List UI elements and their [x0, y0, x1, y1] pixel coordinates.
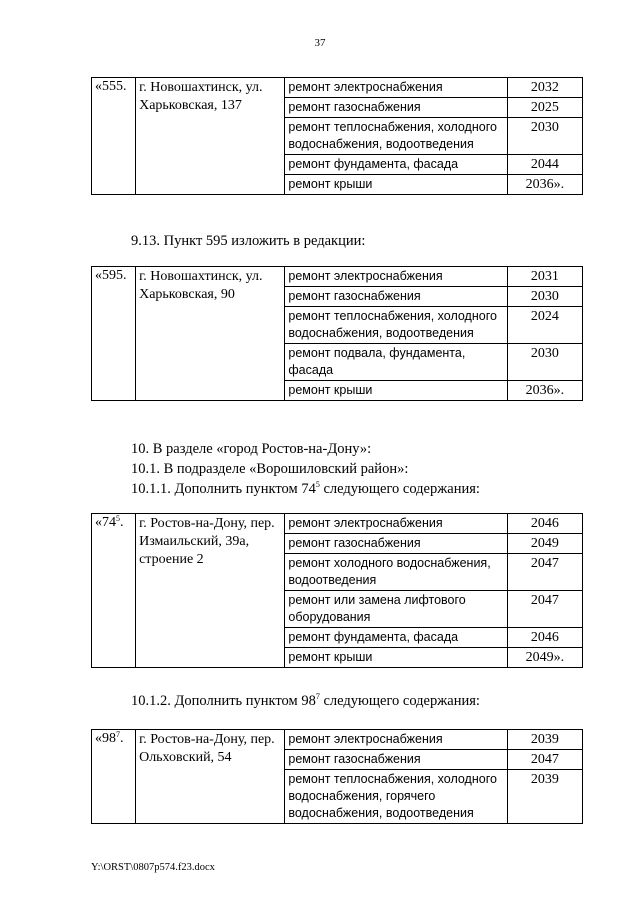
superscript: 7	[116, 730, 120, 739]
table-item-555	[91, 77, 583, 195]
work-type: ремонт фундамента, фасада	[285, 155, 507, 175]
work-type: ремонт подвала, фундамента, фасада	[285, 344, 507, 381]
item-number: «$98^7$.	[92, 730, 136, 824]
work-year: 2049	[507, 534, 582, 554]
work-type: ремонт электроснабжения	[285, 514, 507, 534]
item-number: «595.	[92, 267, 136, 401]
item-address: г. Ростов-на-Дону, пер. Ольховский, 54	[136, 730, 285, 824]
paragraph-text: следующего содержания:	[319, 693, 480, 709]
item-number: «$74^5$.	[92, 514, 136, 668]
work-type: ремонт газоснабжения	[285, 98, 507, 118]
work-year: 2024	[507, 307, 582, 344]
work-year: 2036».	[507, 175, 582, 195]
work-type: ремонт электроснабжения	[285, 267, 507, 287]
paragraph-10: 10. В разделе «город Ростов-на-Дону»:	[131, 441, 372, 457]
work-type: ремонт газоснабжения	[285, 287, 507, 307]
paragraph-9-13: 9.13. Пункт 595 изложить в редакции:	[131, 233, 366, 249]
paragraph-10-1-1	[131, 480, 480, 498]
work-type: ремонт теплоснабжения, холодного водоснабжения, водоотведения	[285, 307, 507, 344]
work-year: 2025	[507, 98, 582, 118]
work-type: ремонт электроснабжения	[285, 730, 507, 750]
work-year: 2030	[507, 118, 582, 155]
work-type: ремонт крыши	[285, 381, 507, 401]
superscript: 7	[315, 692, 320, 701]
work-type: ремонт фундамента, фасада	[285, 628, 507, 648]
paragraph-10-1-2	[131, 692, 480, 710]
work-year: 2046	[507, 628, 582, 648]
paragraph-text: 10.1.1. Дополнить пунктом 74	[131, 481, 316, 497]
work-type: ремонт теплоснабжения, холодного водоснабжения, водоотведения	[285, 118, 507, 155]
page-number: 37	[314, 37, 326, 49]
work-year: 2049».	[507, 648, 582, 668]
table-item-595	[91, 266, 583, 401]
paragraph-10-1: 10.1. В подразделе «Ворошиловский район»:	[131, 461, 409, 477]
work-year: 2039	[507, 770, 582, 824]
table-row	[92, 730, 583, 750]
work-year: 2039	[507, 730, 582, 750]
work-year: 2047	[507, 554, 582, 591]
item-address: г. Ростов-на-Дону, пер. Измаильский, 39а, строение 2	[136, 514, 285, 668]
work-type: ремонт или замена лифтового оборудования	[285, 591, 507, 628]
work-year: 2046	[507, 514, 582, 534]
work-year: 2047	[507, 591, 582, 628]
item-address: г. Новошахтинск, ул. Харьковская, 137	[136, 78, 285, 195]
superscript: 5	[116, 514, 120, 523]
work-type: ремонт газоснабжения	[285, 534, 507, 554]
table-row	[92, 514, 583, 534]
work-year: 2030	[507, 344, 582, 381]
work-type: ремонт газоснабжения	[285, 750, 507, 770]
work-type: ремонт электроснабжения	[285, 78, 507, 98]
work-year: 2032	[507, 78, 582, 98]
work-year: 2044	[507, 155, 582, 175]
work-type: ремонт теплоснабжения, холодного водоснабжения, горячего водоснабжения, водоотведения	[285, 770, 507, 824]
item-address: г. Новошахтинск, ул. Харьковская, 90	[136, 267, 285, 401]
table-item-98-7	[91, 729, 583, 824]
table-row	[92, 267, 583, 287]
work-type: ремонт крыши	[285, 648, 507, 668]
work-type: ремонт крыши	[285, 175, 507, 195]
work-year: 2030	[507, 287, 582, 307]
paragraph-text: следующего содержания:	[319, 481, 480, 497]
work-year: 2036».	[507, 381, 582, 401]
superscript: 5	[315, 480, 320, 489]
table-item-74-5	[91, 513, 583, 668]
footer-file-path: Y:\ORST\0807p574.f23.docx	[91, 862, 215, 873]
table-row	[92, 78, 583, 98]
item-number: «555.	[92, 78, 136, 195]
work-year: 2031	[507, 267, 582, 287]
paragraph-text: 10.1.2. Дополнить пунктом 98	[131, 693, 316, 709]
work-type: ремонт холодного водоснабжения, водоотведения	[285, 554, 507, 591]
work-year: 2047	[507, 750, 582, 770]
